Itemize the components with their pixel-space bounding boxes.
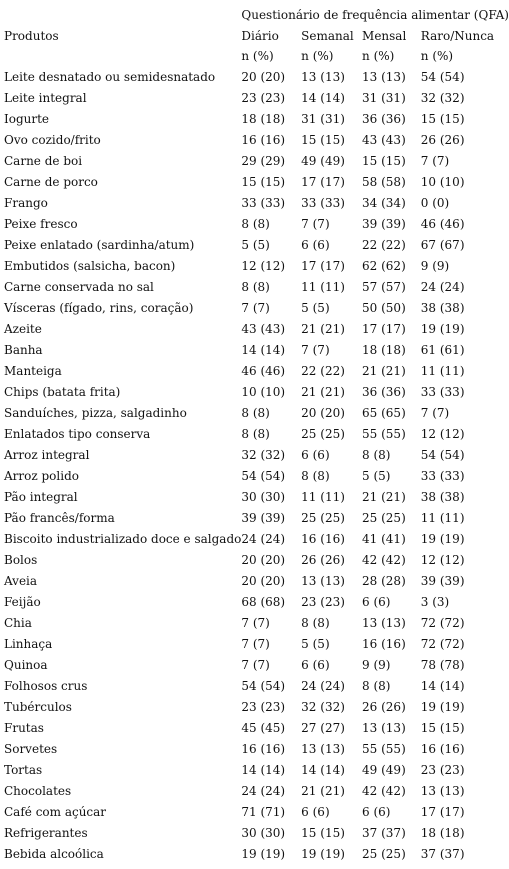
table-body <box>4 66 509 864</box>
cell-mensal: 37 (37) <box>362 825 406 840</box>
cell-raro-nunca: 61 (61) <box>420 342 465 357</box>
table-row <box>4 318 509 339</box>
product-label: Linhaça <box>4 636 53 651</box>
column-header-mensal: Mensal <box>362 29 407 43</box>
cell-semanal: 7 (7) <box>301 342 330 357</box>
table-row <box>4 66 509 87</box>
cell-semanal: 15 (15) <box>301 825 345 840</box>
cell-mensal: 21 (21) <box>362 489 406 504</box>
cell-mensal: 41 (41) <box>362 531 406 546</box>
unit-label: n (%) <box>241 49 274 63</box>
cell-semanal: 7 (7) <box>301 216 330 231</box>
product-label: Banha <box>4 342 43 357</box>
cell-raro-nunca: 7 (7) <box>420 153 450 168</box>
cell-raro-nunca: 54 (54) <box>420 69 465 84</box>
product-label: Tortas <box>4 762 43 777</box>
product-label: Frutas <box>4 720 44 735</box>
cell-diario: 29 (29) <box>241 153 286 168</box>
cell-raro-nunca: 54 (54) <box>420 447 465 462</box>
table-row <box>4 612 509 633</box>
cell-raro-nunca: 11 (11) <box>420 363 465 378</box>
cell-semanal: 15 (15) <box>301 132 345 147</box>
cell-semanal: 8 (8) <box>301 468 330 483</box>
table-row <box>4 822 509 843</box>
cell-raro-nunca: 9 (9) <box>420 258 450 273</box>
unit-label: n (%) <box>362 49 395 63</box>
table-row <box>4 255 509 276</box>
cell-semanal: 6 (6) <box>301 237 330 252</box>
cell-mensal: 6 (6) <box>362 594 391 609</box>
product-label: Embutidos (salsicha, bacon) <box>4 258 176 273</box>
cell-diario: 20 (20) <box>241 69 286 84</box>
cell-raro-nunca: 19 (19) <box>420 321 465 336</box>
cell-diario: 33 (33) <box>241 195 286 210</box>
cell-semanal: 49 (49) <box>301 153 345 168</box>
column-header-raro-nunca: Raro/Nunca <box>420 29 495 43</box>
cell-mensal: 8 (8) <box>362 447 391 462</box>
cell-semanal: 6 (6) <box>301 657 330 672</box>
cell-raro-nunca: 23 (23) <box>420 762 465 777</box>
cell-raro-nunca: 17 (17) <box>420 804 465 819</box>
cell-diario: 14 (14) <box>241 342 286 357</box>
cell-semanal: 19 (19) <box>301 846 345 861</box>
table-row <box>4 549 509 570</box>
product-label: Carne de porco <box>4 174 98 189</box>
cell-semanal: 13 (13) <box>301 741 345 756</box>
unit-label: n (%) <box>301 49 334 63</box>
table-row <box>4 654 509 675</box>
cell-raro-nunca: 15 (15) <box>420 111 465 126</box>
product-label: Arroz polido <box>4 468 79 483</box>
cell-mensal: 13 (13) <box>362 720 406 735</box>
cell-diario: 8 (8) <box>241 426 270 441</box>
cell-mensal: 36 (36) <box>362 384 406 399</box>
header-row-title <box>4 4 509 26</box>
cell-diario: 39 (39) <box>241 510 286 525</box>
cell-semanal: 8 (8) <box>301 615 330 630</box>
table-row <box>4 87 509 108</box>
table-row <box>4 486 509 507</box>
product-label: Azeite <box>4 321 42 336</box>
cell-diario: 20 (20) <box>241 552 286 567</box>
cell-mensal: 31 (31) <box>362 90 406 105</box>
cell-semanal: 25 (25) <box>301 510 345 525</box>
cell-diario: 8 (8) <box>241 279 270 294</box>
cell-mensal: 25 (25) <box>362 846 406 861</box>
table-row <box>4 213 509 234</box>
table-row <box>4 381 509 402</box>
cell-semanal: 11 (11) <box>301 279 345 294</box>
cell-diario: 5 (5) <box>241 237 270 252</box>
cell-mensal: 43 (43) <box>362 132 406 147</box>
cell-raro-nunca: 18 (18) <box>420 825 465 840</box>
cell-mensal: 16 (16) <box>362 636 406 651</box>
product-label: Chia <box>4 615 32 630</box>
cell-mensal: 6 (6) <box>362 804 391 819</box>
cell-semanal: 21 (21) <box>301 321 345 336</box>
cell-mensal: 9 (9) <box>362 657 391 672</box>
cell-mensal: 49 (49) <box>362 762 406 777</box>
table-row <box>4 444 509 465</box>
product-label: Chips (batata frita) <box>4 384 121 399</box>
product-label: Pão integral <box>4 489 78 504</box>
product-label: Folhosos crus <box>4 678 88 693</box>
cell-diario: 24 (24) <box>241 531 286 546</box>
product-label: Peixe enlatado (sardinha/atum) <box>4 237 195 252</box>
cell-raro-nunca: 0 (0) <box>420 195 450 210</box>
product-label: Biscoito industrializado doce e salgado <box>4 531 242 546</box>
cell-mensal: 57 (57) <box>362 279 406 294</box>
cell-semanal: 32 (32) <box>301 699 345 714</box>
column-header-semanal: Semanal <box>301 29 354 43</box>
cell-diario: 32 (32) <box>241 447 286 462</box>
cell-mensal: 21 (21) <box>362 363 406 378</box>
cell-diario: 7 (7) <box>241 657 270 672</box>
cell-raro-nunca: 16 (16) <box>420 741 465 756</box>
cell-raro-nunca: 19 (19) <box>420 699 465 714</box>
product-label: Quinoa <box>4 657 48 672</box>
cell-semanal: 14 (14) <box>301 762 345 777</box>
product-label: Aveia <box>4 573 38 588</box>
table-row <box>4 171 509 192</box>
cell-semanal: 31 (31) <box>301 111 345 126</box>
cell-diario: 24 (24) <box>241 783 286 798</box>
cell-semanal: 33 (33) <box>301 195 345 210</box>
product-label: Peixe fresco <box>4 216 78 231</box>
table-row <box>4 780 509 801</box>
table-row <box>4 465 509 486</box>
cell-mensal: 42 (42) <box>362 552 406 567</box>
cell-raro-nunca: 39 (39) <box>420 573 465 588</box>
cell-diario: 30 (30) <box>241 825 286 840</box>
product-label: Leite integral <box>4 90 87 105</box>
cell-raro-nunca: 78 (78) <box>420 657 465 672</box>
cell-mensal: 65 (65) <box>362 405 406 420</box>
cell-semanal: 11 (11) <box>301 489 345 504</box>
cell-raro-nunca: 14 (14) <box>420 678 465 693</box>
cell-mensal: 58 (58) <box>362 174 406 189</box>
product-label: Iogurte <box>4 111 50 126</box>
product-label: Leite desnatado ou semidesnatado <box>4 69 216 84</box>
table-row <box>4 276 509 297</box>
cell-diario: 68 (68) <box>241 594 286 609</box>
cell-semanal: 24 (24) <box>301 678 345 693</box>
table-row <box>4 759 509 780</box>
product-label: Carne de boi <box>4 153 83 168</box>
product-label: Refrigerantes <box>4 825 88 840</box>
cell-diario: 54 (54) <box>241 468 286 483</box>
cell-raro-nunca: 38 (38) <box>420 300 465 315</box>
qfa-title: Questionário de frequência alimentar (QFA) <box>241 8 509 22</box>
cell-semanal: 6 (6) <box>301 447 330 462</box>
table-row <box>4 234 509 255</box>
cell-raro-nunca: 72 (72) <box>420 615 465 630</box>
product-label: Enlatados tipo conserva <box>4 426 151 441</box>
cell-diario: 16 (16) <box>241 741 286 756</box>
cell-raro-nunca: 33 (33) <box>420 468 465 483</box>
cell-raro-nunca: 33 (33) <box>420 384 465 399</box>
product-label: Vísceras (fígado, rins, coração) <box>4 300 194 315</box>
cell-mensal: 5 (5) <box>362 468 391 483</box>
cell-raro-nunca: 13 (13) <box>420 783 465 798</box>
cell-diario: 46 (46) <box>241 363 286 378</box>
cell-diario: 23 (23) <box>241 699 286 714</box>
cell-diario: 7 (7) <box>241 300 270 315</box>
table-row <box>4 402 509 423</box>
cell-semanal: 17 (17) <box>301 174 345 189</box>
cell-diario: 15 (15) <box>241 174 286 189</box>
product-label: Feijão <box>4 594 41 609</box>
cell-mensal: 22 (22) <box>362 237 406 252</box>
product-label: Bebida alcoólica <box>4 846 104 861</box>
cell-diario: 8 (8) <box>241 405 270 420</box>
cell-diario: 45 (45) <box>241 720 286 735</box>
cell-diario: 54 (54) <box>241 678 286 693</box>
cell-raro-nunca: 10 (10) <box>420 174 465 189</box>
cell-raro-nunca: 72 (72) <box>420 636 465 651</box>
cell-mensal: 17 (17) <box>362 321 406 336</box>
product-label: Café com açúcar <box>4 804 107 819</box>
unit-label: n (%) <box>420 49 454 63</box>
product-label: Chocolates <box>4 783 72 798</box>
cell-semanal: 20 (20) <box>301 405 345 420</box>
table-row <box>4 633 509 654</box>
cell-raro-nunca: 15 (15) <box>420 720 465 735</box>
cell-diario: 10 (10) <box>241 384 286 399</box>
cell-mensal: 28 (28) <box>362 573 406 588</box>
cell-semanal: 13 (13) <box>301 69 345 84</box>
table-row <box>4 843 509 864</box>
product-label: Ovo cozido/frito <box>4 132 101 147</box>
cell-mensal: 25 (25) <box>362 510 406 525</box>
cell-diario: 7 (7) <box>241 636 270 651</box>
cell-diario: 43 (43) <box>241 321 286 336</box>
product-label: Frango <box>4 195 48 210</box>
cell-diario: 7 (7) <box>241 615 270 630</box>
cell-raro-nunca: 19 (19) <box>420 531 465 546</box>
cell-raro-nunca: 3 (3) <box>420 594 450 609</box>
product-label: Bolos <box>4 552 38 567</box>
cell-semanal: 5 (5) <box>301 300 330 315</box>
product-label: Tubérculos <box>4 699 72 714</box>
cell-diario: 16 (16) <box>241 132 286 147</box>
cell-diario: 12 (12) <box>241 258 286 273</box>
cell-semanal: 26 (26) <box>301 552 345 567</box>
cell-mensal: 39 (39) <box>362 216 406 231</box>
cell-mensal: 8 (8) <box>362 678 391 693</box>
cell-diario: 20 (20) <box>241 573 286 588</box>
column-header-diario: Diário <box>241 29 279 43</box>
cell-raro-nunca: 12 (12) <box>420 426 465 441</box>
cell-semanal: 23 (23) <box>301 594 345 609</box>
cell-raro-nunca: 46 (46) <box>420 216 465 231</box>
cell-mensal: 55 (55) <box>362 426 406 441</box>
header-row-units <box>4 46 509 66</box>
header-empty-cell <box>4 4 241 26</box>
cell-diario: 19 (19) <box>241 846 286 861</box>
table-row <box>4 150 509 171</box>
cell-mensal: 42 (42) <box>362 783 406 798</box>
cell-mensal: 13 (13) <box>362 69 406 84</box>
cell-semanal: 21 (21) <box>301 783 345 798</box>
cell-raro-nunca: 67 (67) <box>420 237 465 252</box>
product-label: Sanduíches, pizza, salgadinho <box>4 405 187 420</box>
table-header <box>4 4 509 66</box>
cell-raro-nunca: 11 (11) <box>420 510 465 525</box>
cell-raro-nunca: 7 (7) <box>420 405 450 420</box>
cell-semanal: 16 (16) <box>301 531 345 546</box>
cell-raro-nunca: 38 (38) <box>420 489 465 504</box>
header-empty-cell <box>4 46 241 66</box>
cell-mensal: 18 (18) <box>362 342 406 357</box>
cell-mensal: 36 (36) <box>362 111 406 126</box>
product-label: Arroz integral <box>4 447 90 462</box>
cell-semanal: 17 (17) <box>301 258 345 273</box>
cell-semanal: 6 (6) <box>301 804 330 819</box>
cell-mensal: 26 (26) <box>362 699 406 714</box>
table-row <box>4 675 509 696</box>
product-label: Sorvetes <box>4 741 58 756</box>
table-row <box>4 360 509 381</box>
cell-diario: 18 (18) <box>241 111 286 126</box>
table-row <box>4 507 509 528</box>
cell-semanal: 21 (21) <box>301 384 345 399</box>
cell-diario: 71 (71) <box>241 804 286 819</box>
cell-mensal: 50 (50) <box>362 300 406 315</box>
cell-diario: 23 (23) <box>241 90 286 105</box>
table-row <box>4 801 509 822</box>
cell-mensal: 15 (15) <box>362 153 406 168</box>
table-row <box>4 696 509 717</box>
cell-semanal: 14 (14) <box>301 90 345 105</box>
cell-mensal: 55 (55) <box>362 741 406 756</box>
cell-raro-nunca: 37 (37) <box>420 846 465 861</box>
product-label: Pão francês/forma <box>4 510 115 525</box>
cell-raro-nunca: 32 (32) <box>420 90 465 105</box>
cell-raro-nunca: 12 (12) <box>420 552 465 567</box>
table-row <box>4 339 509 360</box>
produtos-header: Produtos <box>4 29 59 43</box>
table-row <box>4 528 509 549</box>
table-row <box>4 192 509 213</box>
cell-mensal: 34 (34) <box>362 195 406 210</box>
cell-diario: 30 (30) <box>241 489 286 504</box>
product-label: Manteiga <box>4 363 62 378</box>
table-row <box>4 591 509 612</box>
cell-raro-nunca: 26 (26) <box>420 132 465 147</box>
food-frequency-table <box>4 4 509 864</box>
cell-semanal: 22 (22) <box>301 363 345 378</box>
table-row <box>4 129 509 150</box>
table-row <box>4 738 509 759</box>
table-row <box>4 423 509 444</box>
cell-diario: 8 (8) <box>241 216 270 231</box>
product-label: Carne conservada no sal <box>4 279 154 294</box>
cell-raro-nunca: 24 (24) <box>420 279 465 294</box>
cell-semanal: 25 (25) <box>301 426 345 441</box>
header-row-columns <box>4 26 509 46</box>
cell-mensal: 62 (62) <box>362 258 406 273</box>
cell-semanal: 27 (27) <box>301 720 345 735</box>
cell-diario: 14 (14) <box>241 762 286 777</box>
cell-semanal: 13 (13) <box>301 573 345 588</box>
table-row <box>4 108 509 129</box>
table-row <box>4 297 509 318</box>
table-row <box>4 717 509 738</box>
cell-semanal: 5 (5) <box>301 636 330 651</box>
table-row <box>4 570 509 591</box>
cell-mensal: 13 (13) <box>362 615 406 630</box>
